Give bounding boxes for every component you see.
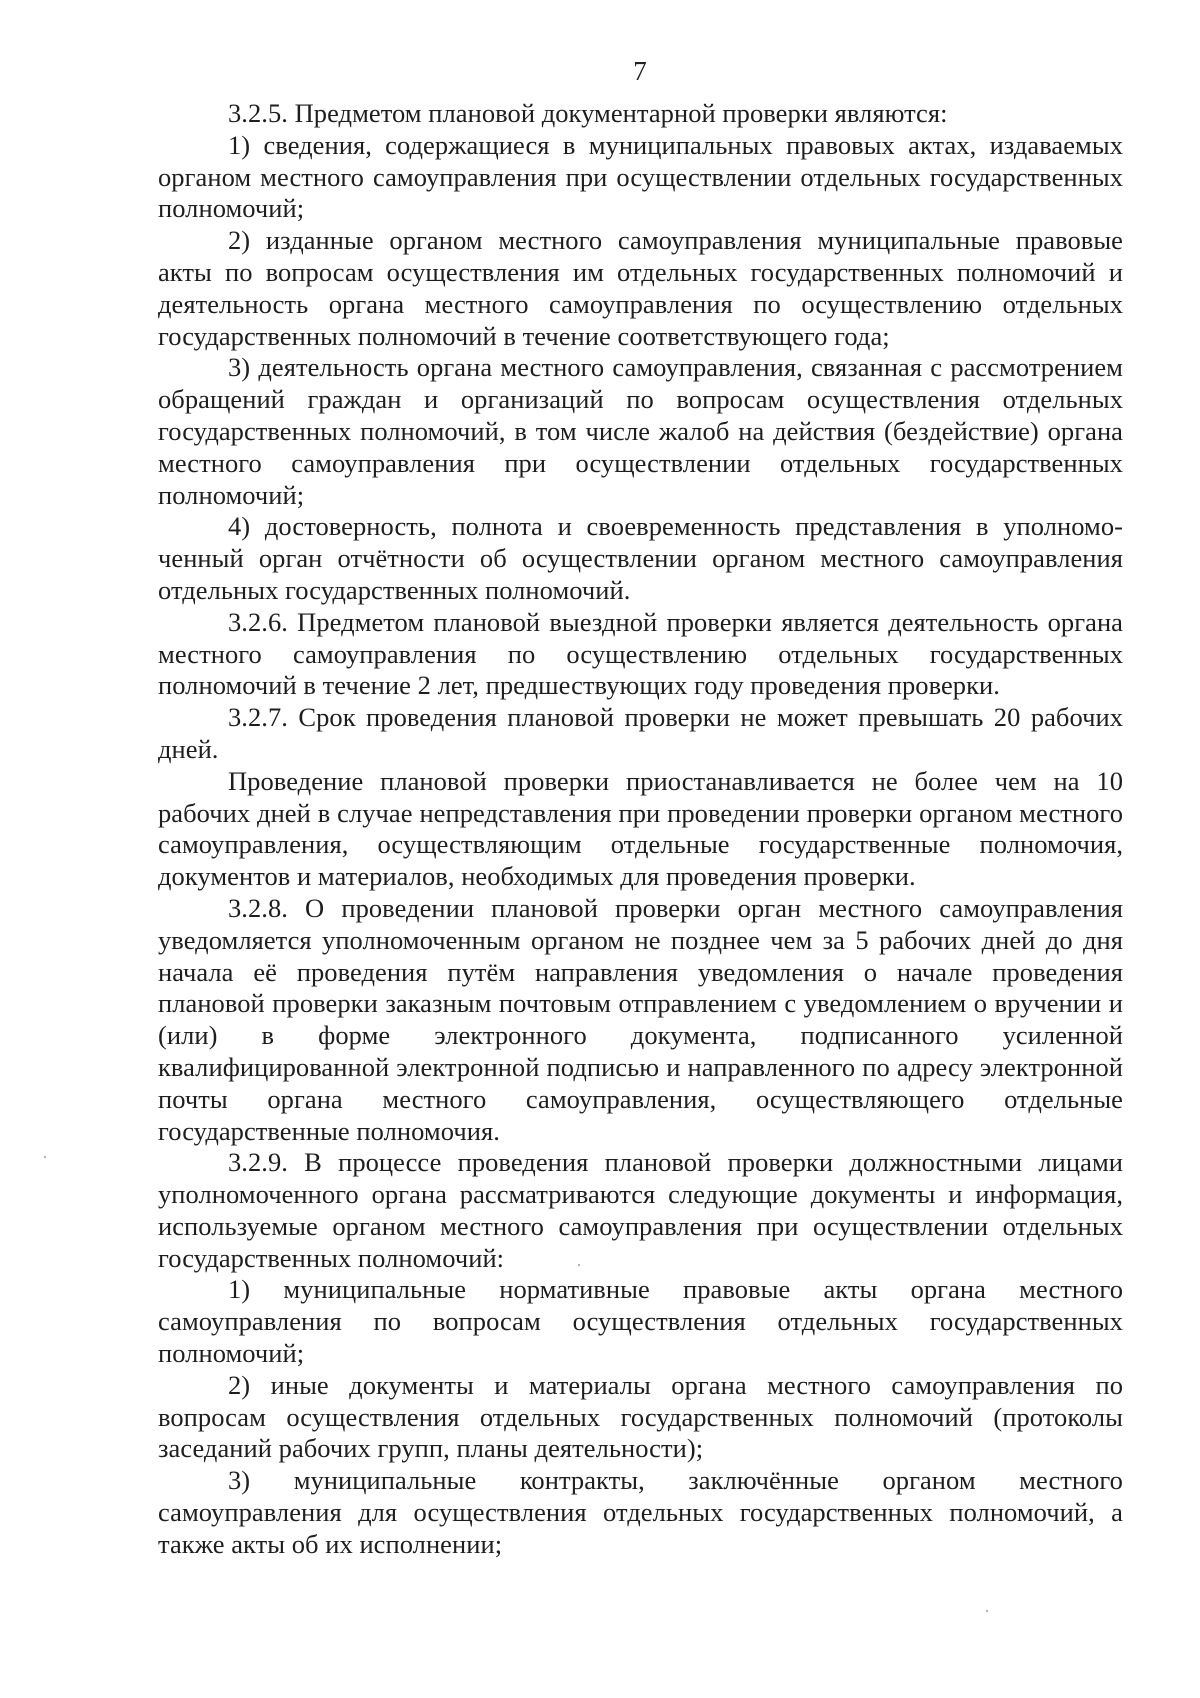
paragraph-3-2-5-item-4: 4) достоверность, полнота и своевременность представления в уполномоченный орган отчётности об осуществлении органом местного самоуправления отдельных государственных полномочий.: [158, 511, 1123, 605]
scan-speck: [578, 1264, 580, 1266]
scan-speck: [986, 1610, 988, 1612]
paragraph-3-2-9-item-3: 3) муниципальные контракты, заключённые органом местного самоуправления для осуществления отдельных государственных полномочий, а также акты об их исполнении;: [158, 1465, 1123, 1559]
paragraph-3-2-5-item-2: 2) изданные органом местного самоуправления муниципальные правовые акты по вопросам осуществления им отдельных государственных полномочий и деятельность органа местного самоуправления по осуществлению отдельных государственных полномочий в течение соответствующего года;: [158, 225, 1123, 351]
page-number: 7: [633, 56, 647, 86]
paragraph-3-2-9: 3.2.9. В процессе проведения плановой проверки должностными лицами уполномоченного органа рассматриваются следующие документы и информация, используемые органом местного самоуправления при осуществлении отдельных государственных полномочий:: [158, 1147, 1123, 1273]
paragraph-3-2-7-suspension: Проведение плановой проверки приостанавливается не более чем на 10 рабочих дней в случае непредставления при проведении проверки органом местного самоуправления, осуществляющим отдельные государственные полномочия, документов и материалов, необходимых для проведения проверки.: [158, 765, 1123, 892]
document-body: [158, 98, 1123, 1561]
paragraph-3-2-6: 3.2.6. Предметом плановой выездной проверки является деятельность органа местного самоуправления по осуществлению отдельных государственных полномочий в течение 2 лет, предшествующих году проведения проверки.: [158, 606, 1123, 701]
paragraph-3-2-7: 3.2.7. Срок проведения плановой проверки не может превышать 20 рабочих дней.: [158, 702, 1123, 764]
paragraph-3-2-9-item-2: 2) иные документы и материалы органа местного самоуправления по вопросам осуществления отдельных государственных полномочий (протоколы заседаний рабочих групп, планы деятельности);: [158, 1369, 1123, 1464]
paragraph-3-2-5-item-3: 3) деятельность органа местного самоуправления, связанная с рассмотрением обращений граждан и организаций по вопросам осуществления отдельных государственных полномочий, в том числе жалоб на действия (бездействие) органа местного самоуправления при осуществлении отдельных государственных полномочий;: [158, 352, 1123, 510]
paragraph-3-2-5: 3.2.5. Предметом плановой документарной проверки являются:: [228, 98, 948, 128]
paragraph-3-2-9-item-1: 1) муниципальные нормативные правовые акты органа местного самоуправления по вопросам осуществления отдельных государственных полномочий;: [158, 1274, 1123, 1369]
paragraph-3-2-8: 3.2.8. О проведении плановой проверки орган местного самоуправления уведомляется уполномоченным органом не позднее чем за 5 рабочих дней до дня начала её проведения путём направления уведомления о начале проведения плановой проверки заказным почтовым отправлением с уведомлением о вручении и (или) в форме электронного документа, подписанного усиленной квалифицированной электронной подписью и направленного по адресу электронной почты органа местного самоуправления, осуществляющего отдельные государственные полномочия.: [158, 892, 1123, 1146]
scan-speck: [44, 1156, 46, 1158]
paragraph-3-2-5-item-1: 1) сведения, содержащиеся в муниципальных правовых актах, издаваемых органом местного самоуправления при осуществлении отдельных государственных полномочий;: [158, 129, 1123, 224]
